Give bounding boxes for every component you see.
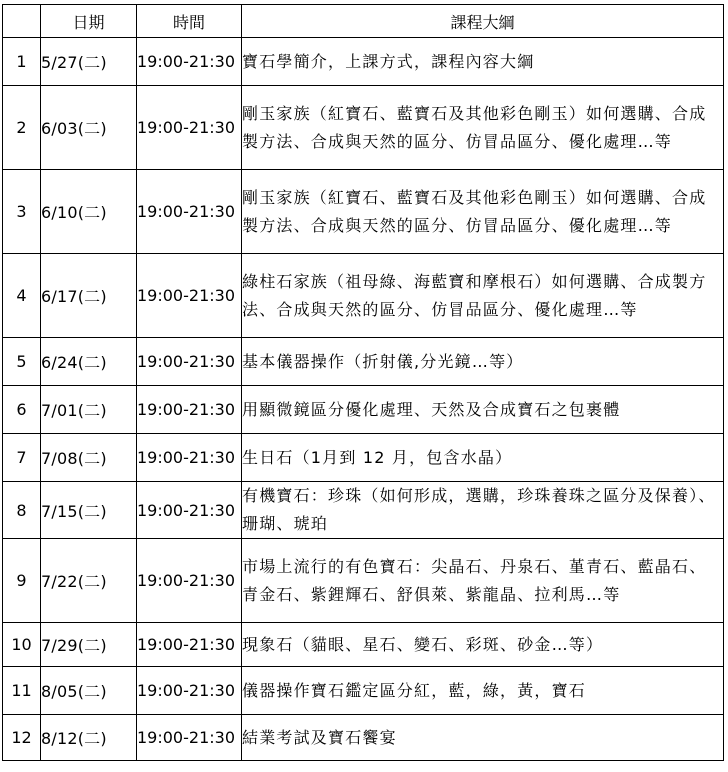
row-number: 8	[3, 482, 41, 539]
row-outline: 剛玉家族（紅寶石、藍寶石及其他彩色剛玉）如何選購、合成製方法、合成與天然的區分、仿冒品區分、優化處理…等	[242, 170, 724, 254]
row-date: 7/29(二)	[41, 623, 137, 667]
row-time: 19:00-21:30	[137, 86, 242, 170]
header-time: 時間	[137, 5, 242, 38]
row-number: 9	[3, 539, 41, 623]
row-outline: 結業考試及寶石饗宴	[242, 715, 724, 761]
row-time: 19:00-21:30	[137, 539, 242, 623]
row-time: 19:00-21:30	[137, 338, 242, 386]
header-date: 日期	[41, 5, 137, 38]
table-row	[3, 170, 724, 254]
row-date: 8/05(二)	[41, 667, 137, 715]
row-date: 7/01(二)	[41, 386, 137, 434]
row-date: 7/15(二)	[41, 482, 137, 539]
row-number: 1	[3, 38, 41, 86]
row-outline: 寶石學簡介，上課方式，課程內容大綱	[242, 38, 724, 86]
header-row	[3, 5, 724, 38]
row-outline: 有機寶石：珍珠（如何形成，選購，珍珠養珠之區分及保養）、珊瑚、琥珀	[242, 482, 724, 539]
table-row	[3, 86, 724, 170]
row-time: 19:00-21:30	[137, 667, 242, 715]
row-time: 19:00-21:30	[137, 170, 242, 254]
row-number: 11	[3, 667, 41, 715]
row-outline: 綠柱石家族（祖母綠、海藍寶和摩根石）如何選購、合成製方法、合成與天然的區分、仿冒品區分、優化處理…等	[242, 254, 724, 338]
table-row	[3, 482, 724, 539]
table-row	[3, 254, 724, 338]
row-outline: 市場上流行的有色寶石：尖晶石、丹泉石、堇青石、藍晶石、青金石、紫鋰輝石、舒俱萊、紫龍晶、拉利馬…等	[242, 539, 724, 623]
row-number: 5	[3, 338, 41, 386]
table-row	[3, 623, 724, 667]
row-number: 2	[3, 86, 41, 170]
row-time: 19:00-21:30	[137, 623, 242, 667]
row-number: 7	[3, 434, 41, 482]
row-outline: 剛玉家族（紅寶石、藍寶石及其他彩色剛玉）如何選購、合成製方法、合成與天然的區分、仿冒品區分、優化處理…等	[242, 86, 724, 170]
row-outline: 儀器操作寶石鑑定區分紅，藍，綠，黃，寶石	[242, 667, 724, 715]
row-date: 6/17(二)	[41, 254, 137, 338]
row-number: 3	[3, 170, 41, 254]
row-time: 19:00-21:30	[137, 386, 242, 434]
row-number: 12	[3, 715, 41, 761]
table-row	[3, 338, 724, 386]
header-outline: 課程大綱	[242, 5, 724, 38]
row-number: 10	[3, 623, 41, 667]
table-row	[3, 667, 724, 715]
row-time: 19:00-21:30	[137, 482, 242, 539]
table-row	[3, 386, 724, 434]
table-row	[3, 539, 724, 623]
row-outline: 現象石（貓眼、星石、變石、彩斑、砂金…等）	[242, 623, 724, 667]
table-row	[3, 715, 724, 761]
row-date: 6/03(二)	[41, 86, 137, 170]
row-number: 6	[3, 386, 41, 434]
row-date: 6/24(二)	[41, 338, 137, 386]
row-date: 7/08(二)	[41, 434, 137, 482]
row-outline: 基本儀器操作（折射儀,分光鏡…等）	[242, 338, 724, 386]
row-outline: 生日石（1月到 12 月，包含水晶）	[242, 434, 724, 482]
row-date: 7/22(二)	[41, 539, 137, 623]
row-date: 8/12(二)	[41, 715, 137, 761]
row-time: 19:00-21:30	[137, 434, 242, 482]
table-row	[3, 434, 724, 482]
row-time: 19:00-21:30	[137, 715, 242, 761]
header-number	[3, 5, 41, 38]
row-date: 6/10(二)	[41, 170, 137, 254]
row-date: 5/27(二)	[41, 38, 137, 86]
row-number: 4	[3, 254, 41, 338]
row-time: 19:00-21:30	[137, 254, 242, 338]
row-outline: 用顯微鏡區分優化處理、天然及合成寶石之包裹體	[242, 386, 724, 434]
table-row	[3, 38, 724, 86]
row-time: 19:00-21:30	[137, 38, 242, 86]
course-schedule-table	[2, 4, 724, 761]
